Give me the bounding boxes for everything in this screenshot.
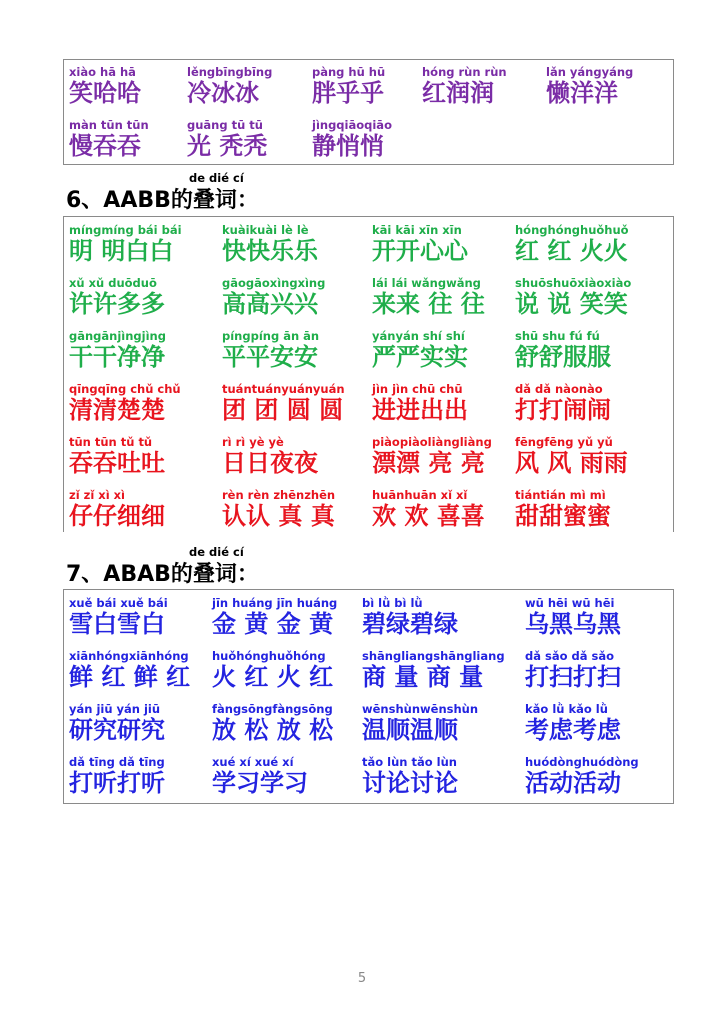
word-hanzi: 商 量 商 量 (362, 663, 484, 691)
word-item (372, 330, 522, 371)
word-hanzi: 高高兴兴 (222, 290, 318, 318)
word-pinyin: huānhuān xǐ xǐ (372, 488, 468, 502)
heading-6-pinyin: de dié cí (189, 171, 244, 185)
word-item (372, 277, 522, 318)
word-hanzi: 研究研究 (69, 716, 165, 744)
word-pinyin: jìngqiāoqiāo (312, 118, 392, 132)
word-pinyin: hónghónghuǒhuǒ (515, 223, 629, 237)
word-pinyin: guāng tū tū (187, 118, 263, 132)
word-hanzi: 风 风 雨雨 (515, 449, 628, 477)
word-pinyin: píngpíng ān ān (222, 329, 320, 343)
word-item (515, 489, 665, 530)
word-item (362, 597, 512, 638)
word-hanzi: 来来 往 往 (372, 290, 485, 318)
word-hanzi: 乌黑乌黑 (525, 610, 621, 638)
word-pinyin: rèn rèn zhēnzhēn (222, 488, 336, 502)
word-pinyin: xué xí xué xí (212, 755, 294, 769)
word-hanzi: 笑哈哈 (69, 79, 141, 107)
word-item (372, 383, 522, 424)
word-hanzi: 学习学习 (212, 769, 308, 797)
word-item (222, 383, 372, 424)
heading-7-title: 7、ABAB的叠词： (66, 562, 259, 587)
word-pinyin: xǔ xǔ duōduō (69, 276, 157, 290)
word-hanzi: 许许多多 (69, 290, 165, 318)
word-pinyin: wū hēi wū hēi (525, 596, 615, 610)
word-hanzi: 干干净净 (69, 343, 165, 371)
word-item (515, 330, 665, 371)
word-pinyin: rì rì yè yè (222, 435, 284, 449)
word-item (69, 489, 219, 530)
word-hanzi: 快快乐乐 (222, 237, 318, 265)
word-pinyin: gāngānjìngjìng (69, 329, 166, 343)
word-pinyin: yányán shí shí (372, 329, 465, 343)
word-hanzi: 慢吞吞 (69, 132, 141, 160)
word-hanzi: 进进出出 (372, 396, 468, 424)
word-hanzi: 吞吞吐吐 (69, 449, 165, 477)
heading-6-title: 6、AABB的叠词： (66, 188, 259, 213)
word-item (212, 756, 362, 797)
word-item (222, 330, 372, 371)
word-hanzi: 雪白雪白 (69, 610, 165, 638)
word-pinyin: xiānhóngxiānhóng (69, 649, 189, 663)
word-pinyin: fàngsōngfàngsōng (212, 702, 333, 716)
word-hanzi: 静悄悄 (312, 132, 384, 160)
word-pinyin: kāi kāi xīn xīn (372, 223, 462, 237)
word-hanzi: 打扫打扫 (525, 663, 621, 691)
word-hanzi: 说 说 笑笑 (515, 290, 628, 318)
word-hanzi: 考虑考虑 (525, 716, 621, 744)
word-item (525, 756, 675, 797)
word-item (362, 703, 512, 744)
word-item (515, 436, 665, 477)
word-hanzi: 鲜 红 鲜 红 (69, 663, 191, 691)
word-pinyin: lái lái wǎngwǎng (372, 276, 481, 290)
word-item (69, 650, 219, 691)
word-pinyin: shuōshuōxiàoxiào (515, 276, 632, 290)
word-pinyin: lǎn yángyáng (546, 65, 634, 79)
word-item (372, 224, 522, 265)
word-pinyin: wēnshùnwēnshùn (362, 702, 479, 716)
word-hanzi: 甜甜蜜蜜 (515, 502, 611, 530)
word-item (525, 650, 675, 691)
word-hanzi: 仔仔细细 (69, 502, 165, 530)
word-pinyin: jīn huáng jīn huáng (212, 596, 338, 610)
word-hanzi: 舒舒服服 (515, 343, 611, 371)
word-pinyin: shāngliangshāngliang (362, 649, 505, 663)
word-hanzi: 漂漂 亮 亮 (372, 449, 485, 477)
word-item (69, 330, 219, 371)
word-hanzi: 懒洋洋 (546, 79, 618, 107)
word-pinyin: tuántuányuányuán (222, 382, 345, 396)
word-hanzi: 认认 真 真 (222, 502, 335, 530)
word-item (212, 650, 362, 691)
word-pinyin: míngmíng bái bái (69, 223, 182, 237)
word-hanzi: 碧绿碧绿 (362, 610, 458, 638)
word-item (69, 756, 219, 797)
word-pinyin: tūn tūn tǔ tǔ (69, 435, 153, 449)
word-hanzi: 明 明白白 (69, 237, 174, 265)
word-hanzi: 温顺温顺 (362, 716, 458, 744)
word-item (222, 436, 372, 477)
word-item (546, 66, 696, 107)
word-item (362, 650, 512, 691)
word-hanzi: 团 团 圆 圆 (222, 396, 344, 424)
word-pinyin: dǎ sǎo dǎ sǎo (525, 649, 615, 663)
word-hanzi: 开开心心 (372, 237, 468, 265)
word-hanzi: 放 松 放 松 (212, 716, 334, 744)
word-pinyin: jìn jìn chū chū (372, 382, 463, 396)
word-pinyin: piàopiàoliàngliàng (372, 435, 492, 449)
word-item (212, 597, 362, 638)
word-hanzi: 欢 欢 喜喜 (372, 502, 485, 530)
word-hanzi: 红 红 火火 (515, 237, 628, 265)
word-pinyin: huǒhónghuǒhóng (212, 649, 326, 663)
word-item (372, 489, 522, 530)
word-pinyin: xiào hā hā (69, 65, 136, 79)
word-pinyin: bì lǜ bì lǜ (362, 596, 423, 610)
word-item (525, 597, 675, 638)
word-pinyin: kǎo lǜ kǎo lǜ (525, 702, 608, 716)
word-item (69, 224, 219, 265)
word-hanzi: 红润润 (422, 79, 494, 107)
word-item (69, 383, 219, 424)
word-pinyin: shū shu fú fú (515, 329, 600, 343)
word-item (222, 277, 372, 318)
word-item (69, 436, 219, 477)
word-hanzi: 活动活动 (525, 769, 621, 797)
word-item (372, 436, 522, 477)
word-item (69, 703, 219, 744)
word-pinyin: dǎ tīng dǎ tīng (69, 755, 165, 769)
word-hanzi: 平平安安 (222, 343, 318, 371)
word-item (69, 597, 219, 638)
word-hanzi: 冷冰冰 (187, 79, 259, 107)
word-pinyin: tiántián mì mì (515, 488, 606, 502)
word-item (69, 277, 219, 318)
word-pinyin: tǎo lùn tǎo lùn (362, 755, 457, 769)
word-hanzi: 日日夜夜 (222, 449, 318, 477)
word-pinyin: fēngfēng yǔ yǔ (515, 435, 613, 449)
page-number: 5 (357, 971, 367, 986)
word-pinyin: yán jiū yán jiū (69, 702, 161, 716)
word-pinyin: xuě bái xuě bái (69, 596, 168, 610)
word-hanzi: 胖乎乎 (312, 79, 384, 107)
word-hanzi: 打听打听 (69, 769, 165, 797)
word-pinyin: màn tūn tūn (69, 118, 149, 132)
word-pinyin: lěngbīngbīng (187, 65, 273, 79)
word-pinyin: pàng hū hū (312, 65, 386, 79)
word-pinyin: hóng rùn rùn (422, 65, 507, 79)
word-hanzi: 严严实实 (372, 343, 468, 371)
word-pinyin: huódònghuódòng (525, 755, 639, 769)
word-hanzi: 清清楚楚 (69, 396, 165, 424)
word-hanzi: 打打闹闹 (515, 396, 611, 424)
word-pinyin: zǐ zǐ xì xì (69, 488, 126, 502)
word-item (362, 756, 512, 797)
word-item (312, 119, 462, 160)
word-hanzi: 金 黄 金 黄 (212, 610, 334, 638)
word-item (212, 703, 362, 744)
word-item (515, 277, 665, 318)
word-item (515, 383, 665, 424)
word-item (525, 703, 675, 744)
word-pinyin: gāogāoxìngxìng (222, 276, 326, 290)
word-hanzi: 火 红 火 红 (212, 663, 334, 691)
word-item (222, 224, 372, 265)
word-pinyin: kuàikuài lè lè (222, 223, 309, 237)
word-item (222, 489, 372, 530)
word-pinyin: qīngqīng chǔ chǔ (69, 382, 181, 396)
word-hanzi: 讨论讨论 (362, 769, 458, 797)
heading-7-pinyin: de dié cí (189, 545, 244, 559)
word-hanzi: 光 秃秃 (187, 132, 268, 160)
word-item (515, 224, 665, 265)
word-pinyin: dǎ dǎ nàonào (515, 382, 603, 396)
